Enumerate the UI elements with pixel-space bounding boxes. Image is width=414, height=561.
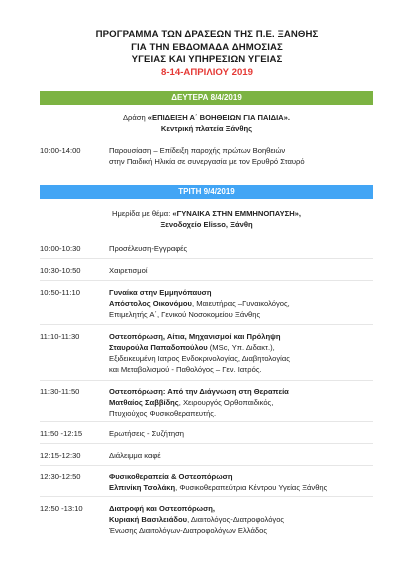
title-line-1: ΠΡΟΓΡΑΜΜΑ ΤΩΝ ΔΡΑΣΕΩΝ ΤΗΣ Π.Ε. ΞΑΝΘΗΣ bbox=[95, 29, 319, 40]
speaker-name: Σταυρούλα Παπαδοπούλου bbox=[109, 343, 208, 352]
talk-topic: Φυσικοθεραπεία & Οστεοπόρωση bbox=[109, 472, 233, 481]
schedule-description bbox=[109, 145, 373, 167]
monday-event-title bbox=[40, 112, 373, 123]
schedule-line: Παρουσίαση – Επίδειξη παροχής πρώτων Βοηθειών bbox=[109, 146, 286, 155]
row-divider bbox=[40, 380, 373, 381]
speaker-role: , Διαιτολόγος-Διατροφολόγος bbox=[187, 515, 285, 524]
title-dates: 8-14-ΑΠΡΙΛΙΟΥ 2019 bbox=[161, 66, 253, 78]
speaker-role: , Χειρουργός Ορθοπαιδικός, bbox=[178, 398, 274, 407]
schedule-time: 11:10-11:30 bbox=[40, 332, 80, 341]
tuesday-event-name: «ΓΥΝΑΙΚΑ ΣΤΗΝ ΕΜΜΗΝΟΠΑΥΣΗ», bbox=[172, 209, 302, 218]
schedule-time: 11:50 -12:15 bbox=[40, 429, 83, 438]
row-divider bbox=[40, 496, 373, 497]
tuesday-event-title bbox=[40, 208, 373, 219]
schedule-description: Διάλειμμα καφέ bbox=[109, 451, 161, 460]
talk-topic: Οστεοπόρωση, Αίτια, Μηχανισμοί και Πρόληψη bbox=[109, 332, 281, 341]
schedule-description bbox=[109, 471, 373, 493]
schedule-description: Ερωτήσεις - Συζήτηση bbox=[109, 429, 185, 438]
row-divider bbox=[40, 324, 373, 325]
row-divider bbox=[40, 443, 373, 444]
monday-venue: Κεντρική πλατεία Ξάνθης bbox=[160, 124, 253, 133]
schedule-time: 10:00-14:00 bbox=[40, 146, 81, 155]
speaker-name: Κυριακή Βασιλειάδου bbox=[109, 515, 188, 524]
row-divider bbox=[40, 258, 373, 259]
title-line-3: ΥΓΕΙΑΣ ΚΑΙ ΥΠΗΡΕΣΙΩΝ ΥΓΕΙΑΣ bbox=[131, 54, 283, 66]
talk-topic: Διατροφή και Οστεοπόρωση, bbox=[109, 504, 216, 513]
row-divider bbox=[40, 421, 373, 422]
row-divider bbox=[40, 465, 373, 466]
schedule-time: 10:30-10:50 bbox=[40, 266, 81, 275]
monday-event-name: «ΕΠΙΔΕΙΞΗ Α΄ ΒΟΗΘΕΙΩΝ ΓΙΑ ΠΑΙΔΙΑ». bbox=[147, 113, 291, 122]
speaker-name: Απόστολος Οικονόμου bbox=[109, 299, 192, 308]
schedule-time: 12:15-12:30 bbox=[40, 451, 81, 460]
speaker-name: Ματθαίος Σαββίδης bbox=[109, 398, 179, 407]
schedule-description: Προσέλευση-Εγγραφές bbox=[109, 244, 188, 253]
schedule-description bbox=[109, 287, 373, 320]
schedule-description: Χαιρετισμοί bbox=[109, 266, 148, 275]
talk-topic: Οστεοπόρωση: Από την Διάγνωση στη Θεραπεία bbox=[109, 387, 289, 396]
speaker-role: , Μαιευτήρας –Γυναικολόγος, bbox=[191, 299, 290, 308]
day-header-tuesday: ΤΡΙΤΗ 9/4/2019 bbox=[40, 185, 373, 199]
schedule-time: 12:30-12:50 bbox=[40, 472, 81, 481]
tuesday-event-prefix: Ημερίδα με θέμα: bbox=[111, 209, 173, 218]
document-title bbox=[0, 29, 414, 79]
speaker-role: Εξιδεικευμένη Ιατρος Ενδοκρινολογίας, Διαβητολογίας bbox=[109, 354, 290, 363]
speaker-role: και Μεταβολισμού - Παθολόγος – Γεν. Ιατρός. bbox=[109, 365, 262, 374]
tuesday-venue: Ξενοδοχείο Elisso, Ξάνθη bbox=[160, 220, 253, 229]
day-header-monday: ΔΕΥΤΕΡΑ 8/4/2019 bbox=[40, 91, 373, 105]
schedule-time: 10:50-11:10 bbox=[40, 288, 80, 297]
schedule-time: 10:00-10:30 bbox=[40, 244, 81, 253]
speaker-role: Ένωσης Διαιτολόγων-Διατροφολόγων Ελλάδος bbox=[109, 526, 267, 535]
talk-topic: Γυναίκα στην Εμμηνόπαυση bbox=[109, 288, 212, 297]
monday-event-place bbox=[40, 123, 373, 134]
monday-event-prefix: Δράση bbox=[122, 113, 148, 122]
schedule-description bbox=[109, 386, 373, 419]
speaker-name: Ελπινίκη Τσολάκη bbox=[109, 483, 176, 492]
schedule-time: 12:50 -13:10 bbox=[40, 504, 83, 513]
tuesday-event-place bbox=[40, 219, 373, 230]
schedule-description bbox=[109, 331, 373, 375]
schedule-line: στην Παιδική Ηλικία σε συνεργασία με τον Ερυθρό Σταυρό bbox=[109, 157, 305, 166]
title-line-2: ΓΙΑ ΤΗΝ ΕΒΔΟΜΑΔΑ ΔΗΜΟΣΙΑΣ bbox=[131, 41, 283, 53]
speaker-role: Επιμελητής Α΄, Γενικού Νοσοκομείου Ξάνθης bbox=[109, 310, 261, 319]
schedule-description bbox=[109, 503, 373, 536]
speaker-role: (MSc, Υπ. Διδακτ.), bbox=[207, 343, 275, 352]
schedule-time: 11:30-11:50 bbox=[40, 387, 80, 396]
row-divider bbox=[40, 280, 373, 281]
speaker-role: , Φυσικοθεραπεύτρια Κέντρου Υγείας Ξάνθης bbox=[175, 483, 328, 492]
speaker-role: Πτυχιούχος Φυσικοθεραπευτής. bbox=[109, 409, 217, 418]
